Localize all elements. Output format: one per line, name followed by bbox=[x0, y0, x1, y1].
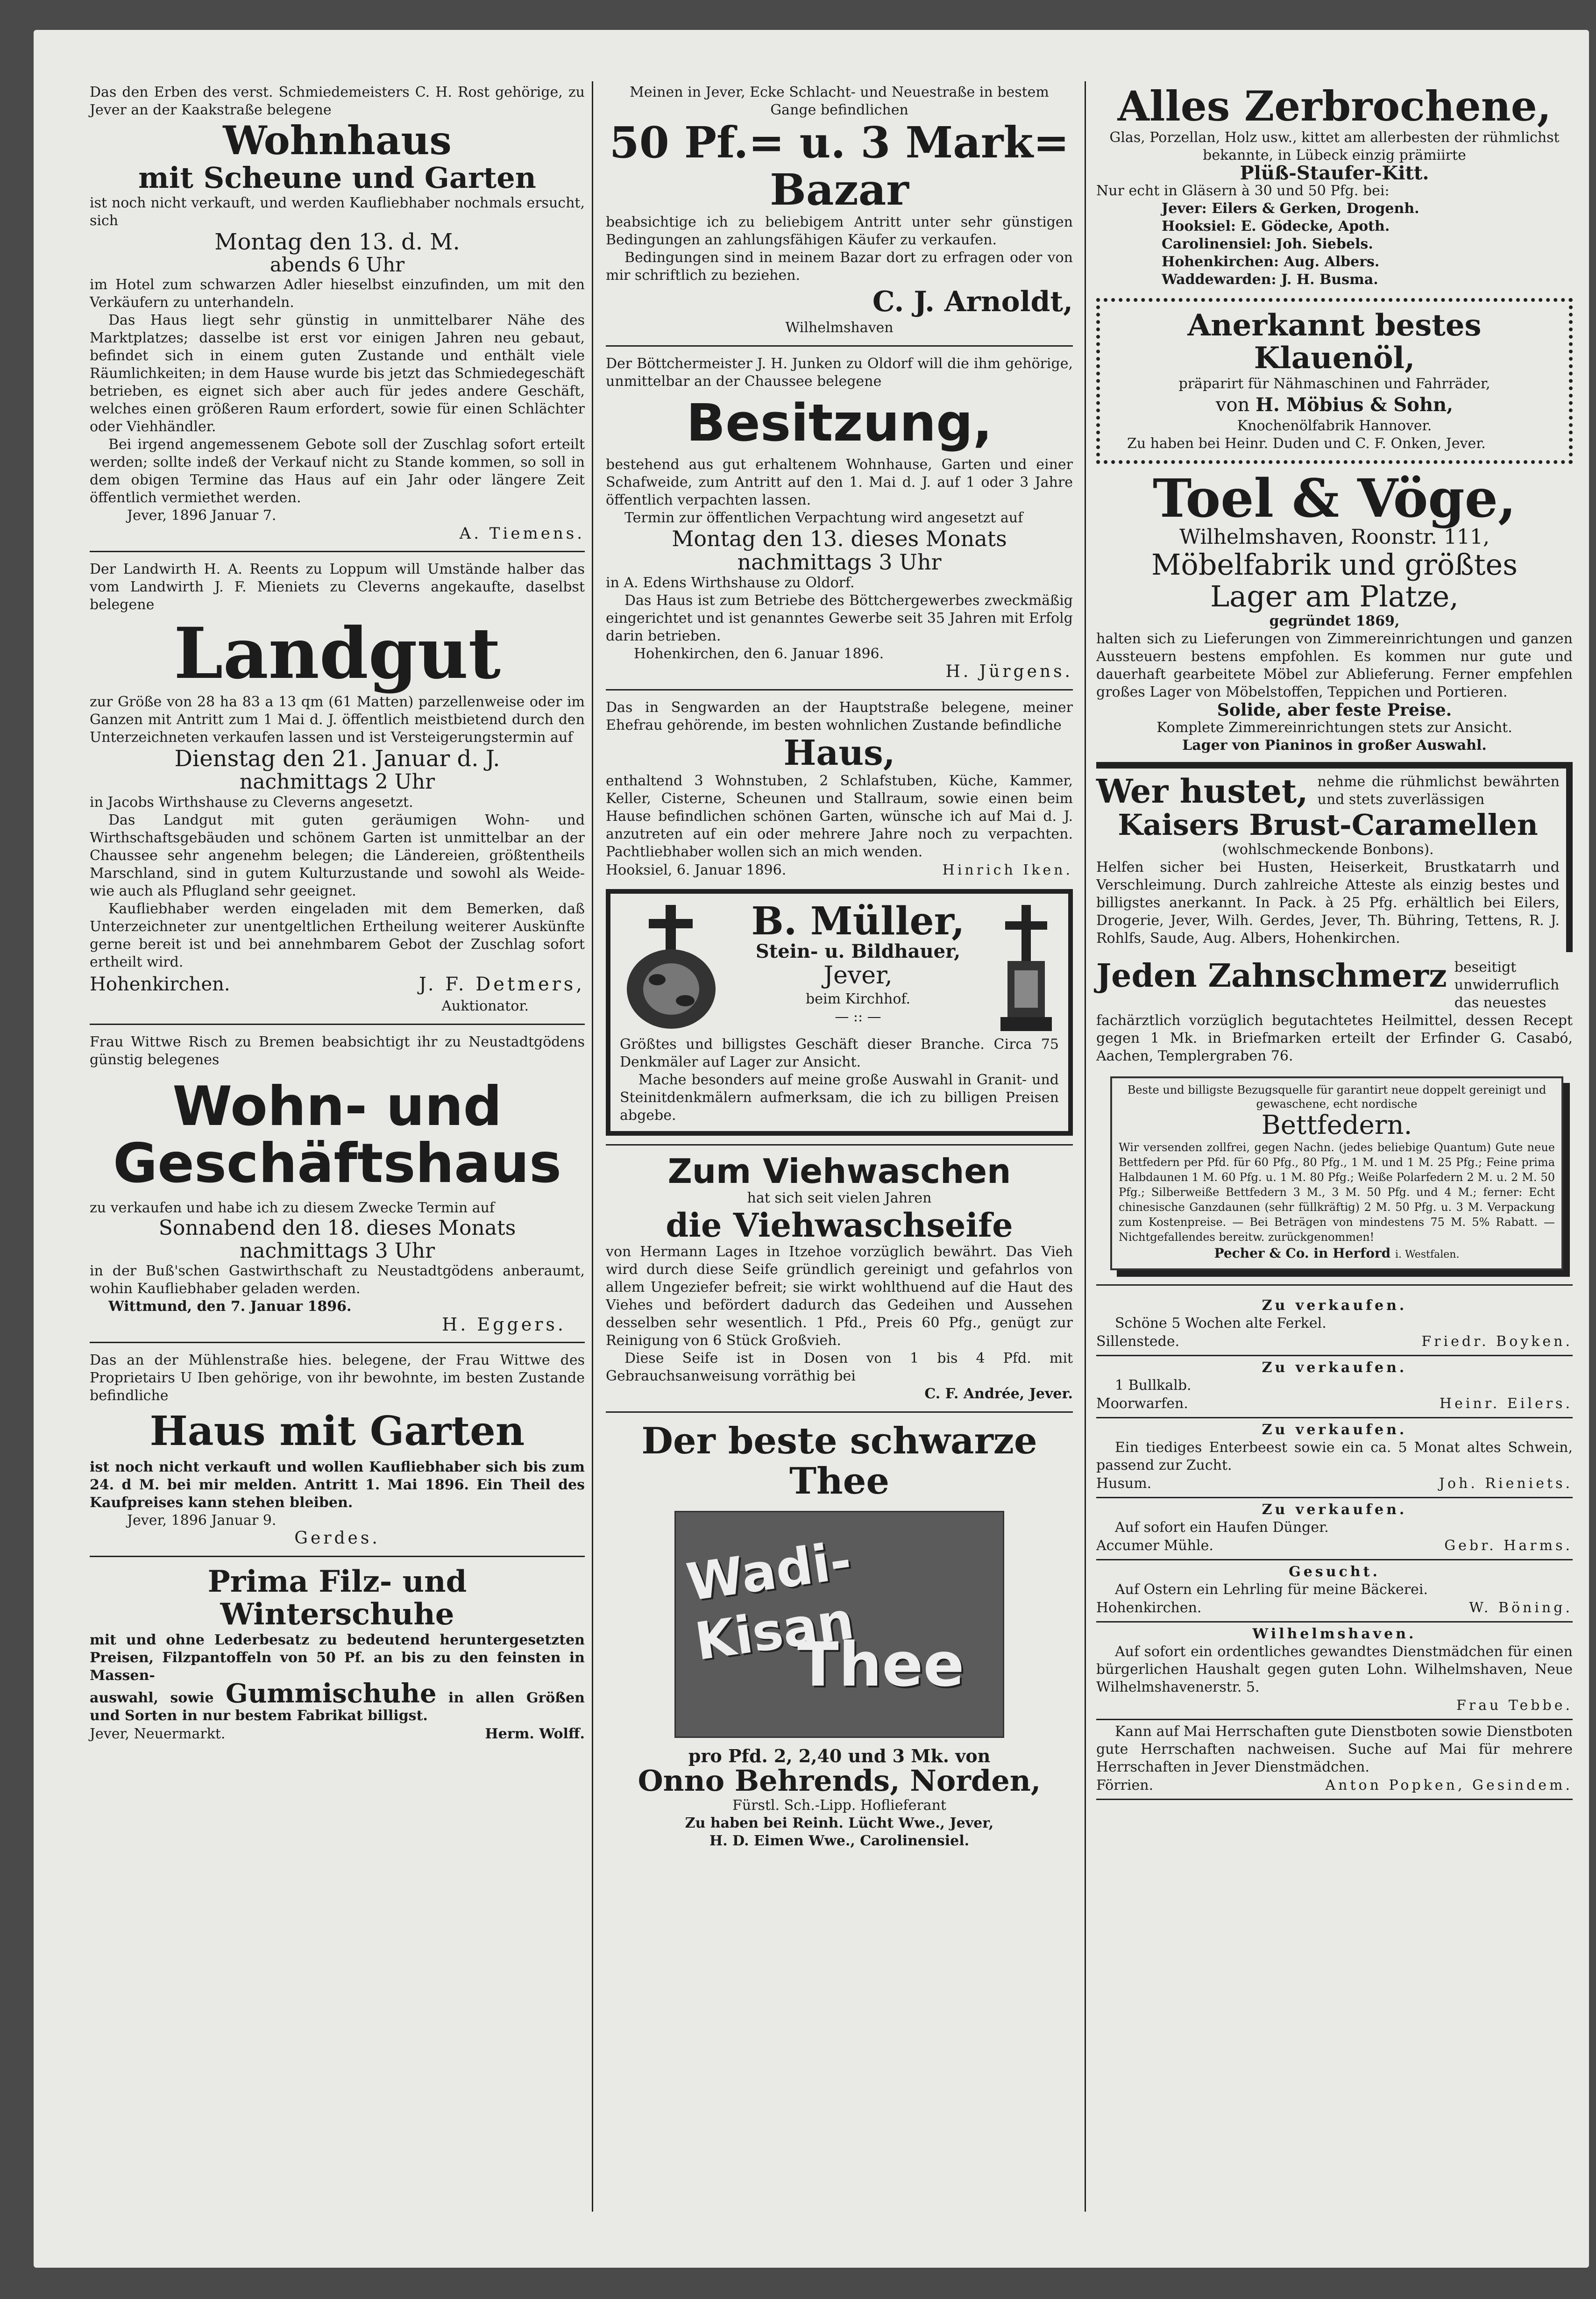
logo-text: Wadi-Kisan bbox=[683, 1530, 858, 1672]
cross-monument-icon bbox=[993, 900, 1059, 1036]
ad-signature: C. F. Andrée, Jever. bbox=[924, 1386, 1073, 1402]
ad-zahnschmerz bbox=[1096, 959, 1573, 1065]
small-ad-text: Kann auf Mai Herrschaften gute Dienstboten sowie Dienstboten gute Herrschaften nachweisen. Suche auf Mai für mehrere Herrschaften in Jever Dienstmädchen. bbox=[1096, 1723, 1573, 1775]
ad-intro: Beste und billigste Bezugsquelle für garantirt neue doppelt gereinigt und gewaschene, echt nordische bbox=[1127, 1083, 1546, 1111]
ad-headline: 50 Pf.= u. 3 Mark= bbox=[609, 117, 1070, 168]
ad-dateline: Wittmund, den 7. Januar 1896. bbox=[108, 1298, 352, 1315]
ad-trade: Stein- u. Bildhauer, bbox=[755, 940, 961, 962]
ad-dateline: Jever, 1896 Januar 9. bbox=[127, 1512, 277, 1529]
ad-signature: A. Tiemens. bbox=[459, 524, 585, 543]
small-ad-signer: Gebr. Harms. bbox=[1444, 1537, 1573, 1554]
ad-text: Bei irgend angemessenem Gebote soll der Zuschlag sofort erteilt werden; sollte indeß der Verkauf nicht zu Stande kommen, so soll in dem obigen Termine das Haus auf ein Jahr oder längere Zeit öffentlich vermiethet werden. bbox=[90, 436, 585, 506]
ad-signature-line bbox=[90, 971, 585, 997]
ad-sub: (wohlschmeckende Bonbons). bbox=[1222, 841, 1434, 858]
ad-text: Glas, Porzellan, Holz usw., kittet am allerbesten der rühmlichst bekannte, in Lübeck einzig prämiirte bbox=[1109, 129, 1560, 164]
small-ad bbox=[1096, 1356, 1573, 1418]
small-ad-title: Zu verkaufen. bbox=[1262, 1501, 1407, 1518]
ad-besitzung bbox=[606, 355, 1073, 681]
ad-text: bestehend aus gut erhaltenem Wohnhause, Garten und einer Schafweide, zum Antritt auf den 1. Mai d. J. auf 1 oder 3 Jahre öffentlich verpachten lassen. bbox=[606, 456, 1073, 508]
ad-bettfedern-box bbox=[1110, 1076, 1563, 1270]
ad-text: in allen Größen und Sorten in nur bestem Fabrikat billigst. bbox=[90, 1689, 585, 1724]
ad-headline: Anerkannt bestes Klauenöl, bbox=[1187, 307, 1482, 376]
ad-text: Zu haben bei Reinh. Lücht Wwe., Jever, bbox=[685, 1815, 994, 1831]
ad-subhead: Möbelfabrik und größtes bbox=[1151, 547, 1518, 582]
ad-bazar bbox=[606, 84, 1073, 337]
ad-husten bbox=[1096, 762, 1573, 952]
divider bbox=[606, 689, 1073, 690]
ad-signature: C. J. Arnoldt, bbox=[872, 285, 1073, 319]
ad-subhead: mit Scheune und Garten bbox=[138, 161, 536, 195]
column-2 bbox=[606, 84, 1073, 1850]
ad-signature: H. Eggers. bbox=[442, 1314, 566, 1335]
small-ad-text: Auf Ostern ein Lehrling für meine Bäckerei. bbox=[1115, 1581, 1428, 1598]
small-ad-text: 1 Bullkalb. bbox=[1115, 1377, 1192, 1394]
small-ad-signer: W. Böning. bbox=[1469, 1599, 1573, 1616]
ad-text: Helfen sicher bei Husten, Heiserkeit, Brustkatarrh und Verschleimung. Durch zahlreiche Atteste als einzig bestes und billigstes anerkannt. In Pack. à 25 Pfg. erhältlich bei Eilers, Drogerie, Jever, Wilh. Gerdes, Jever, Th. Bühring, Tettens, R. J. Rohlfs, Saude, Aug. Albers, Hohenkirchen. bbox=[1096, 859, 1560, 947]
ad-text: H. D. Eimen Wwe., Carolinensiel. bbox=[709, 1832, 970, 1849]
ad-text: zur Größe von 28 ha 83 a 13 qm (61 Matten) parzellenweise oder im Ganzen mit Antritt zum 1 Mai d. J. öffentlich meistbietend durch den Unterzeichneten verkaufen lassen und ist Versteigerungstermin auf bbox=[90, 693, 585, 746]
small-ad bbox=[1096, 1294, 1573, 1356]
ad-side: nehme die rühmlichst bewährten und stets zuverlässigen bbox=[1317, 773, 1560, 808]
ad-intro: Das in Sengwarden an der Hauptstraße belegene, meiner Ehefrau gehörende, im besten wohnlichen Zustande befindliche bbox=[606, 699, 1073, 734]
ad-text: ist noch nicht verkauft und wollen Kaufliebhaber sich bis zum 24. d M. bei mir melden. Antritt 1. Mai 1896. Ein Theil des Kaufpreises kann stehen bleiben. bbox=[90, 1459, 585, 1511]
ad-text: enthaltend 3 Wohnstuben, 2 Schlafstuben, Küche, Kammer, Keller, Cisterne, Scheunen und Stallraum, sowie einen beim Hause befindlichen schönen Garten, wünsche ich auf Mai d. J. anzutreten auf ein oder mehrere Jahre noch zu verpachten. Pachtliebhaber wollen sich an mich wenden. bbox=[606, 773, 1073, 861]
small-ad-text: Schöne 5 Wochen alte Ferkel. bbox=[1115, 1315, 1326, 1331]
ad-maker: H. Möbius & Sohn, bbox=[1256, 393, 1454, 416]
small-ad-title: Zu verkaufen. bbox=[1262, 1359, 1407, 1376]
ad-text: Zu haben bei Heinr. Duden und C. F. Onken, Jever. bbox=[1127, 435, 1486, 452]
ad-winterschuhe bbox=[90, 1566, 585, 1744]
ad-location: beim Kirchhof. bbox=[806, 990, 910, 1007]
ad-place: Hohenkirchen. bbox=[90, 973, 230, 995]
small-ad bbox=[1096, 1560, 1573, 1623]
dealer-item: Carolinensiel: Joh. Siebels. bbox=[1162, 235, 1373, 252]
ad-alles-zerbrochene bbox=[1096, 84, 1573, 289]
ad-toel-voege bbox=[1096, 468, 1573, 754]
small-ad bbox=[1096, 1623, 1573, 1720]
ad-text-row bbox=[90, 1678, 585, 1725]
small-ad-signature-line bbox=[1096, 1696, 1573, 1715]
ad-firm-place: i. Westfalen. bbox=[1395, 1248, 1460, 1260]
ad-signature: Herm. Wolff. bbox=[485, 1725, 585, 1742]
dealer-item: Hohenkirchen: Aug. Albers. bbox=[1162, 253, 1380, 270]
small-ad-signature-line bbox=[1096, 1776, 1573, 1795]
ad-date: Dienstag den 21. Januar d. J. bbox=[174, 745, 500, 772]
ad-text: von Hermann Lages in Itzehoe vorzüglich bewährt. Das Vieh wird durch diese Seife gründlich gereinigt und gefahrlos von allem Ungeziefer befreit; sie wirkt wohlthuend auf die Haut des Viehes und befördert dadurch das Gedeihen und Aussehen desselben sehr wesentlich. 1 Pfd., Preis 60 Pfg., genügt zur Reinigung von 6 Stück Großvieh. bbox=[606, 1244, 1073, 1349]
ad-time: nachmittags 3 Uhr bbox=[737, 549, 942, 575]
ad-text: Das Landgut mit guten geräumigen Wohn- und Wirthschaftsgebäuden und schönem Garten ist unmittelbar an der Chaussee sehr angenehm belegen; die Ländereien, größtentheils Marschland, sind in gutem Kulturzustande und sowohl als Weide- wie auch als Pflugland sehr geeignet. bbox=[90, 811, 585, 899]
ad-product: Gummischuhe bbox=[225, 1678, 437, 1709]
ad-address: Wilhelmshaven, Roonstr. 111, bbox=[1179, 525, 1490, 549]
ad-signature-line bbox=[90, 1725, 585, 1744]
ad-headline: Bettfedern. bbox=[1261, 1110, 1412, 1141]
wadi-kisan-logo bbox=[674, 1511, 1004, 1738]
ad-time: abends 6 Uhr bbox=[270, 253, 405, 277]
ad-time: nachmittags 2 Uhr bbox=[239, 770, 435, 794]
ad-text: Nur echt in Gläsern à 30 und 50 Pfg. bei: bbox=[1096, 182, 1390, 199]
ad-side: beseitigt unwiderruflich das neuestes bbox=[1454, 959, 1560, 1011]
ad-text: Kaufliebhaber werden eingeladen mit dem Bemerken, daß Unterzeichneter zur unentgeltlichen Ertheilung weiterer Auskünfte gerne bereit ist und bei annehmbarem Gebot der Zuschlag sofort ertheilt wird. bbox=[90, 900, 585, 970]
ad-signature: H. Jürgens. bbox=[945, 662, 1073, 682]
small-ad-signer: Anton Popken, Gesindem. bbox=[1325, 1777, 1573, 1794]
ad-headline: Alles Zerbrochene, bbox=[1117, 82, 1552, 130]
dealer-item: Waddewarden: J. H. Busma. bbox=[1162, 271, 1378, 288]
ad-viehwaschen bbox=[606, 1154, 1073, 1403]
ad-firm-line bbox=[1119, 1245, 1555, 1264]
dealer-item: Jever: Eilers & Gerken, Drogenh. bbox=[1162, 200, 1419, 217]
ad-headline: Wer hustet, bbox=[1096, 771, 1308, 811]
ad-text: im Hotel zum schwarzen Adler hieselbst einzufinden, um mit den Verkäufern zu unterhandeln. bbox=[90, 276, 585, 311]
ad-landgut bbox=[90, 561, 585, 1015]
ad-headline: Zum Viehwaschen bbox=[667, 1152, 1011, 1191]
small-ad-place: Moorwarfen. bbox=[1096, 1395, 1188, 1412]
ad-maker-line bbox=[1108, 393, 1561, 417]
ad-text: Bedingungen sind in meinem Bazar dort zu erfragen oder von mir schriftlich zu beziehen. bbox=[606, 249, 1073, 284]
ad-text: Das Haus ist zum Betriebe des Böttchergewerbes zweckmäßig eingerichtet und ist genanntes Gewerbe seit 35 Jahren mit Erfolg darin betrieben. bbox=[606, 592, 1073, 645]
ad-headline: Besitzung, bbox=[686, 393, 993, 453]
divider bbox=[90, 1024, 585, 1025]
dealer-list bbox=[1096, 200, 1573, 289]
ad-headline: die Viehwaschseife bbox=[666, 1206, 1013, 1245]
small-ad-place: Accumer Mühle. bbox=[1096, 1537, 1213, 1554]
small-ad-signature-line bbox=[1096, 1395, 1573, 1413]
ad-mueller-box bbox=[606, 889, 1073, 1136]
ad-signature: Gerdes. bbox=[294, 1528, 380, 1548]
small-ad-place: Förrien. bbox=[1096, 1777, 1154, 1794]
ad-headline: Wohn- und bbox=[172, 1075, 502, 1138]
small-ads-list bbox=[1096, 1294, 1573, 1800]
small-ad-text: Ein tiediges Enterbeest sowie ein ca. 5 Monat altes Schwein, passend zur Zucht. bbox=[1096, 1439, 1573, 1473]
ad-headline: Jeden Zahnschmerz bbox=[1096, 957, 1447, 995]
ad-text: Größtes und billigstes Geschäft dieser Branche. Circa 75 Denkmäler auf Lager zur Ansicht. bbox=[620, 1036, 1059, 1071]
ad-intro: Das an der Mühlenstraße hies. belegene, der Frau Wittwe des Proprietairs U Iben gehörige, von ihr bewohnte, im besten Zustande befindliche bbox=[90, 1352, 585, 1404]
small-ad-signer: Frau Tebbe. bbox=[1456, 1697, 1573, 1714]
ad-place: Jever, Neuermarkt. bbox=[90, 1725, 226, 1742]
ad-headline: B. Müller, bbox=[751, 899, 965, 944]
ad-intro: Frau Wittwe Risch zu Bremen beabsichtigt ihr zu Neustadtgödens günstig belegenes bbox=[90, 1033, 585, 1068]
ad-date: Montag den 13. d. M. bbox=[214, 228, 460, 255]
ad-product: Kaisers Brust-Caramellen bbox=[1118, 807, 1538, 842]
ad-headline: Prima Filz- und Winterschuhe bbox=[207, 1564, 467, 1632]
ad-divider: — :: — bbox=[835, 1008, 881, 1025]
ad-headline: Haus, bbox=[783, 733, 895, 774]
ad-geschaeftshaus bbox=[90, 1033, 585, 1333]
divider bbox=[606, 1411, 1073, 1413]
ad-city: Jever, bbox=[823, 961, 893, 989]
ad-headline: Haus mit Garten bbox=[149, 1408, 525, 1455]
ad-text: in A. Edens Wirthshause zu Oldorf. bbox=[606, 575, 855, 591]
small-ad-signer: Heinr. Eilers. bbox=[1439, 1395, 1573, 1412]
ad-klauenoel-box bbox=[1096, 298, 1573, 464]
ad-intro: Der Landwirth H. A. Reents zu Loppum will Umstände halber das vom Landwirth J. F. Mieniets zu Cleverns angekaufte, daselbst belegene bbox=[90, 561, 585, 613]
small-ad-title: Zu verkaufen. bbox=[1262, 1297, 1407, 1314]
small-ad-place: Hohenkirchen. bbox=[1096, 1599, 1202, 1616]
small-ad-signature-line bbox=[1096, 1537, 1573, 1555]
small-ad-signature-line bbox=[1096, 1474, 1573, 1493]
ad-signature: J. F. Detmers, bbox=[419, 973, 585, 995]
small-ad-signer: Friedr. Boyken. bbox=[1421, 1333, 1573, 1350]
small-ad-signature-line bbox=[1096, 1599, 1573, 1617]
ad-text: fachärztlich vorzüglich begutachtetes Heilmittel, dessen Recept gegen 1 Mk. in Briefmarken erteilt der Erfinder G. Casabó, Aachen, Templergraben 76. bbox=[1096, 1012, 1573, 1065]
ad-text: Diese Seife ist in Dosen von 1 bis 4 Pfd. mit Gebrauchsanweisung vorräthig bei bbox=[606, 1350, 1073, 1385]
divider bbox=[606, 1144, 1073, 1146]
divider bbox=[1096, 1284, 1573, 1286]
small-ad-text: Auf sofort ein Haufen Dünger. bbox=[1115, 1519, 1329, 1536]
divider bbox=[90, 1556, 585, 1557]
ad-text: mit und ohne Lederbesatz zu bedeutend heruntergesetzten Preisen, Filzpantoffeln von 50 Pf. an bis zu den feinsten in Massen- bbox=[90, 1631, 585, 1684]
ad-motto: Solide, aber feste Preise. bbox=[1217, 700, 1452, 720]
ad-signature: Hinrich Iken. bbox=[942, 862, 1073, 879]
ad-intro: Der Böttchermeister J. H. Junken zu Oldorf will die ihm gehörige, unmittelbar an der Chaussee belegene bbox=[606, 356, 1073, 390]
ad-seller: Onno Behrends, Norden, bbox=[638, 1763, 1041, 1798]
dealer-item: Hooksiel: E. Gödecke, Apoth. bbox=[1162, 218, 1390, 235]
ad-text: auswahl, sowie bbox=[90, 1689, 214, 1706]
ad-price: pro Pfd. 2, 2,40 und 3 Mk. von bbox=[688, 1745, 991, 1766]
gravestone-wreath-icon bbox=[620, 900, 723, 1036]
ad-headline: Toel & Vöge, bbox=[1153, 468, 1516, 529]
ad-headline: Geschäftshaus bbox=[113, 1132, 561, 1195]
ad-place: Wilhelmshaven bbox=[785, 320, 894, 336]
small-ad-title: Zu verkaufen. bbox=[1262, 1421, 1407, 1438]
ad-headline: Landgut bbox=[174, 612, 501, 695]
divider bbox=[90, 1342, 585, 1343]
ad-text: Lager von Pianinos in großer Auswahl. bbox=[1182, 737, 1487, 754]
ad-text: Mache besonders auf meine große Auswahl in Granit- und Steinitdenkmälern aufmerksam, die ich zu billigen Preisen abgebe. bbox=[620, 1072, 1059, 1124]
ad-sig-title: Auktionator. bbox=[441, 997, 529, 1014]
ad-headline: Bazar bbox=[770, 164, 909, 215]
divider bbox=[90, 551, 585, 552]
ad-wohnhaus bbox=[90, 84, 585, 542]
ad-haus-sengwarden bbox=[606, 699, 1073, 880]
divider bbox=[606, 345, 1073, 347]
ad-thee bbox=[606, 1421, 1073, 1850]
ad-text: präparirt für Nähmaschinen und Fahrräder, bbox=[1178, 375, 1490, 392]
ad-place: Hooksiel, 6. Januar 1896. bbox=[606, 862, 787, 879]
ad-text: in Jacobs Wirthshause zu Cleverns angesetzt. bbox=[90, 794, 413, 811]
ad-text: beabsichtige ich zu beliebigem Antritt unter sehr günstigen Bedingungen an zahlungsfähigen Käufer zu verkaufen. bbox=[606, 214, 1073, 249]
small-ad-signature-line bbox=[1096, 1332, 1573, 1351]
ad-text: zu verkaufen und habe ich zu diesem Zwecke Termin auf bbox=[90, 1200, 495, 1217]
ad-dateline: Hohenkirchen, den 6. Januar 1896. bbox=[634, 646, 884, 662]
ad-text: hat sich seit vielen Jahren bbox=[747, 1190, 932, 1207]
column-1 bbox=[90, 84, 585, 1744]
small-ad-place: Husum. bbox=[1096, 1475, 1152, 1492]
ad-product: Plüß-Staufer-Kitt. bbox=[1240, 162, 1429, 184]
ad-text: halten sich zu Lieferungen von Zimmereinrichtungen und ganzen Aussteuern bestens empfohlen. Es kommen nur gute und dauerhaft gearbeitete Möbel zur Ablieferung. Ferner empfehlen großes Lager von Möbelstoffen, Teppichen und Portieren. bbox=[1096, 630, 1573, 700]
ad-firm: Pecher & Co. in Herford bbox=[1214, 1245, 1391, 1261]
small-ad bbox=[1096, 1418, 1573, 1498]
ad-founded: gegründet 1869, bbox=[1269, 612, 1400, 629]
ad-seller-title: Fürstl. Sch.-Lipp. Hoflieferant bbox=[732, 1797, 946, 1814]
ad-time: nachmittags 3 Uhr bbox=[239, 1238, 435, 1263]
ad-maker-sub: Knochenölfabrik Hannover. bbox=[1237, 417, 1432, 434]
ad-text: ist noch nicht verkauft, und werden Kaufliebhaber nochmals ersucht, sich bbox=[90, 194, 585, 229]
ad-text: Das Haus liegt sehr günstig in unmittelbarer Nähe des Marktplatzes; dasselbe ist erst vor einigen Jahren neu gebaut, befindet sich in einem guten Zustande und enthält viele Räumlichkeiten; in dem Hause wurde bis jetzt das Schmiedegeschäft betrieben, es eignet sich aber auch für jedes andere Geschäft, welches einen größeren Raum erfordert, sowie für einen Schlächter oder Viehhändler. bbox=[90, 312, 585, 435]
small-ad-signer: Joh. Rieniets. bbox=[1439, 1475, 1573, 1492]
column-divider-left bbox=[592, 81, 593, 2212]
ad-dateline: Jever, 1896 Januar 7. bbox=[127, 507, 277, 524]
logo-text: Thee bbox=[797, 1629, 965, 1700]
ad-text: Komplete Zimmereinrichtungen stets zur Ansicht. bbox=[1156, 719, 1512, 736]
ad-text: Wir versenden zollfrei, gegen Nachn. (jedes beliebige Quantum) Gute neue Bettfedern per Pfd. für 60 Pfg., 80 Pfg., 1 M. und 1 M. 25 Pfg.; Feine prima Halbdaunen 1 M. 60 Pfg. u. 1 M. 80 Pfg.; Weiße Polarfedern 2 M. u. 2 M. 50 Pfg.; Silberweiße Bettfedern 3 M., 3 M. 50 Pfg. und 4 M.; ferner: Echt chinesische Ganzdaunen (sehr füllkräftig) 2 M. 50 Pfg. u. 3 M. Verpackung zum Kostenpreise. — Bei Beträgen von mindestens 75 M. 5% Rabatt. — Nichtgefallendes bereitw. zurückgenommen! bbox=[1119, 1140, 1555, 1244]
newspaper-page bbox=[34, 30, 1589, 2268]
ad-haus-mit-garten bbox=[90, 1352, 585, 1547]
column-3 bbox=[1096, 84, 1573, 1800]
ad-intro: Das den Erben des verst. Schmiedemeisters C. H. Rost gehörige, zu Jever an der Kaakstraße belegene bbox=[90, 84, 585, 118]
ad-maker-prefix: von bbox=[1215, 394, 1250, 416]
ad-subhead: Lager am Platze, bbox=[1210, 579, 1459, 613]
small-ad-place: Sillenstede. bbox=[1096, 1333, 1180, 1350]
small-ad-title: Wilhelmshaven. bbox=[1252, 1625, 1417, 1642]
ad-intro: Meinen in Jever, Ecke Schlacht- und Neuestraße in bestem Gange befindlichen bbox=[630, 84, 1049, 118]
small-ad-text: Auf sofort ein ordentliches gewandtes Dienstmädchen für einen bürgerlichen Haushalt gegen guten Lohn. Wilhelmshaven, Neue Wilhelmshavenerstr. 5. bbox=[1096, 1643, 1573, 1695]
small-ad bbox=[1096, 1720, 1573, 1800]
ad-headline: Der beste schwarze Thee bbox=[641, 1420, 1037, 1502]
ad-signature-line bbox=[606, 861, 1073, 880]
small-ad-title: Gesucht. bbox=[1289, 1563, 1380, 1580]
ad-date: Montag den 13. dieses Monats bbox=[672, 526, 1007, 551]
ad-date: Sonnabend den 18. dieses Monats bbox=[158, 1216, 516, 1240]
ad-text: Termin zur öffentlichen Verpachtung wird angesetzt auf bbox=[624, 509, 1023, 526]
ad-headline: Wohnhaus bbox=[223, 117, 452, 164]
ad-text: in der Buß'schen Gastwirthschaft zu Neustadtgödens anberaumt, wohin Kaufliebhaber geladen werden. bbox=[90, 1263, 585, 1297]
small-ad bbox=[1096, 1498, 1573, 1560]
column-divider-right bbox=[1085, 81, 1086, 2212]
